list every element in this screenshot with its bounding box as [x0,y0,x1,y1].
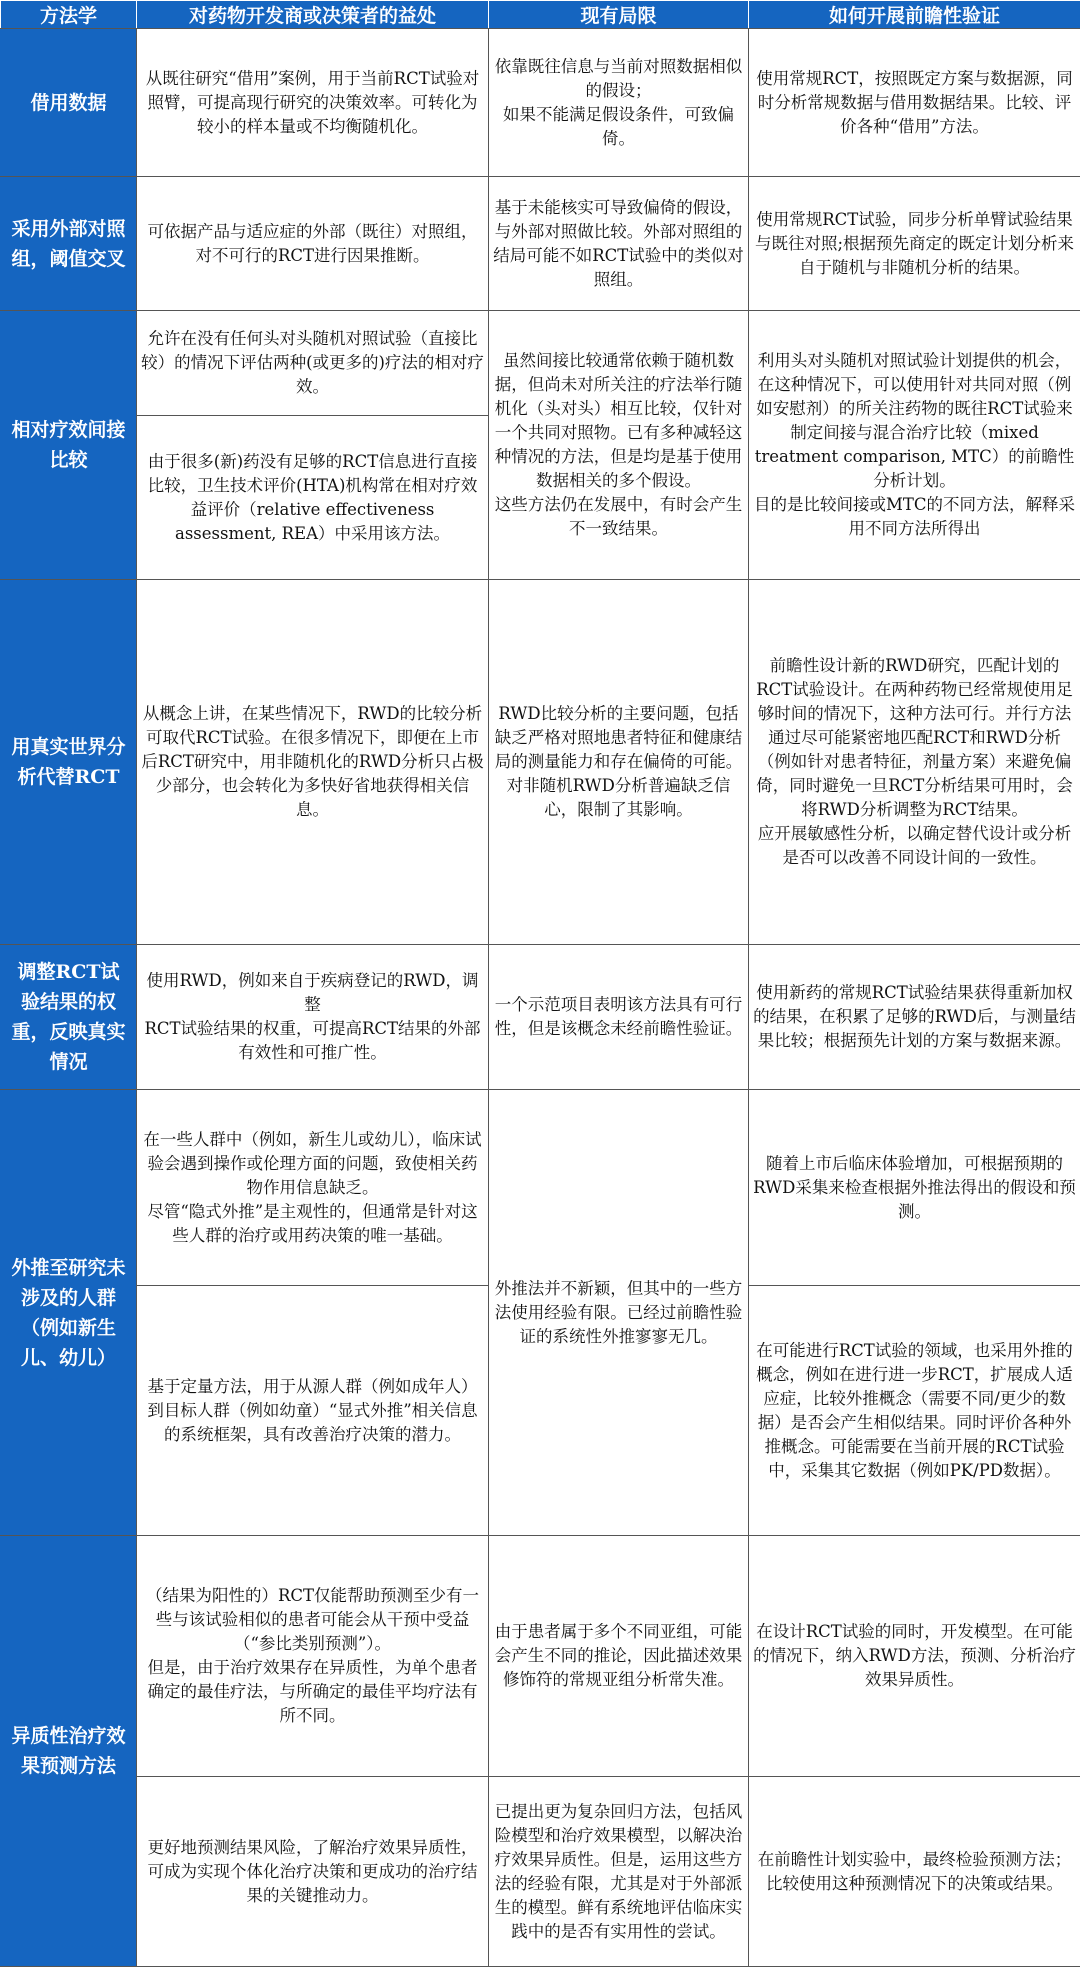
limitation-cell: RWD比较分析的主要问题，包括缺乏严格对照地患者特征和健康结局的测量能力和存在偏倚的可能。 对非随机RWD分析普遍缺乏信心，限制了其影响。 [489,580,749,945]
validation-cell: 使用常规RCT，按照既定方案与数据源，同时分析常规数据与借用数据结果。比较、评价各种“借用”方法。 [749,29,1080,177]
benefit-cell: 使用RWD，例如来自于疾病登记的RWD，调整 RCT试验结果的权重，可提高RCT结果的外部有效性和可推广性。 [137,945,489,1090]
validation-cell: 在可能进行RCT试验的领域，也采用外推的概念，例如在进行进一步RCT，扩展成人适应症，比较外推概念（需要不同/更少的数据）是否会产生相似结果。同时评价各种外推概念。可能需要在当前开展的RCT试验中，采集其它数据（例如PK/PD数据）。 [749,1286,1080,1536]
benefit-cell: 可依据产品与适应症的外部（既往）对照组，对不可行的RCT进行因果推断。 [137,177,489,311]
validation-cell: 在前瞻性计划实验中，最终检验预测方法；比较使用这种预测情况下的决策或结果。 [749,1777,1080,1967]
table-row [1,311,1080,416]
method-cell: 调整RCT试验结果的权重，反映真实情况 [1,945,137,1090]
header-validation: 如何开展前瞻性验证 [749,1,1080,29]
header-row [1,1,1080,29]
table-row [1,580,1080,945]
method-cell: 异质性治疗效果预测方法 [1,1536,137,1967]
validation-cell: 利用头对头随机对照试验计划提供的机会，在这种情况下，可以使用针对共同对照（例如安慰剂）的所关注药物的既往RCT试验来制定间接与混合治疗比较（mixed treatment comparison, MTC）的前瞻性分析计划。 目的是比较间接或MTC的不同方法，解释采用不同方法所得出 [749,311,1080,580]
benefit-cell: 更好地预测结果风险，了解治疗效果异质性，可成为实现个体化治疗决策和更成功的治疗结果的关键推动力。 [137,1777,489,1967]
validation-cell: 使用常规RCT试验，同步分析单臂试验结果与既往对照;根据预先商定的既定计划分析来自于随机与非随机分析的结果。 [749,177,1080,311]
method-cell: 采用外部对照组，阈值交叉 [1,177,137,311]
limitation-cell: 依靠既往信息与当前对照数据相似的假设； 如果不能满足假设条件，可致偏倚。 [489,29,749,177]
limitation-cell: 一个示范项目表明该方法具有可行性，但是该概念未经前瞻性验证。 [489,945,749,1090]
limitation-cell: 外推法并不新颖，但其中的一些方法使用经验有限。已经过前瞻性验证的系统性外推寥寥无几。 [489,1090,749,1536]
limitation-cell: 已提出更为复杂回归方法，包括风险模型和治疗效果模型，以解决治疗效果异质性。但是，运用这些方法的经验有限，尤其是对于外部派生的模型。鲜有系统地评估临床实践中的是否有实用性的尝试。 [489,1777,749,1967]
method-cell: 用真实世界分析代替RCT [1,580,137,945]
header-benefits: 对药物开发商或决策者的益处 [137,1,489,29]
benefit-cell: 允许在没有任何头对头随机对照试验（直接比较）的情况下评估两种(或更多的)疗法的相对疗效。 [137,311,489,416]
benefit-cell: （结果为阳性的）RCT仅能帮助预测至少有一些与该试验相似的患者可能会从干预中受益（“参比类别预测”）。 但是，由于治疗效果存在异质性，为单个患者确定的最佳疗法，与所确定的最佳平均疗法有所不同。 [137,1536,489,1777]
method-cell: 借用数据 [1,29,137,177]
method-cell: 相对疗效间接比较 [1,311,137,580]
benefit-cell: 在一些人群中（例如，新生儿或幼儿），临床试验会遇到操作或伦理方面的问题，致使相关药物作用信息缺乏。 尽管“隐式外推”是主观性的，但通常是针对这些人群的治疗或用药决策的唯一基础。 [137,1090,489,1286]
limitation-cell: 由于患者属于多个不同亚组，可能会产生不同的推论，因此描述效果修饰符的常规亚组分析常失准。 [489,1536,749,1777]
limitation-cell: 虽然间接比较通常依赖于随机数据，但尚未对所关注的疗法举行随机化（头对头）相互比较，仅针对一个共同对照物。已有多种减轻这种情况的方法，但是均是基于使用数据相关的多个假设。 这些方法仍在发展中，有时会产生不一致结果。 [489,311,749,580]
benefit-cell: 从既往研究“借用”案例，用于当前RCT试验对照臂，可提高现行研究的决策效率。可转化为较小的样本量或不均衡随机化。 [137,29,489,177]
validation-cell: 在设计RCT试验的同时，开发模型。在可能的情况下，纳入RWD方法，预测、分析治疗效果异质性。 [749,1536,1080,1777]
table-row [1,177,1080,311]
table-row [1,29,1080,177]
header-methodology: 方法学 [1,1,137,29]
benefit-cell: 由于很多(新)药没有足够的RCT信息进行直接比较，卫生技术评价(HTA)机构常在相对疗效益评价（relative effectiveness assessment, REA）中采用该方法。 [137,416,489,580]
benefit-cell: 从概念上讲，在某些情况下，RWD的比较分析可取代RCT试验。在很多情况下，即便在上市后RCT研究中，用非随机化的RWD分析只占极少部分，也会转化为多快好省地获得相关信息。 [137,580,489,945]
table-row [1,1090,1080,1286]
table-row [1,945,1080,1090]
limitation-cell: 基于未能核实可导致偏倚的假设，与外部对照做比较。外部对照组的结局可能不如RCT试验中的类似对照组。 [489,177,749,311]
table-row [1,1536,1080,1777]
validation-cell: 使用新药的常规RCT试验结果获得重新加权的结果，在积累了足够的RWD后，与测量结果比较；根据预先计划的方案与数据来源。 [749,945,1080,1090]
validation-cell: 前瞻性设计新的RWD研究，匹配计划的RCT试验设计。在两种药物已经常规使用足够时间的情况下，这种方法可行。并行方法通过尽可能紧密地匹配RCT和RWD分析（例如针对患者特征，剂量方案）来避免偏倚，同时避免一旦RCT分析结果可用时，会将RWD分析调整为RCT结果。 应开展敏感性分析，以确定替代设计或分析是否可以改善不同设计间的一致性。 [749,580,1080,945]
method-cell: 外推至研究未涉及的人群（例如新生儿、幼儿） [1,1090,137,1536]
benefit-cell: 基于定量方法，用于从源人群（例如成年人）到目标人群（例如幼童）“显式外推”相关信息的系统框架，具有改善治疗决策的潜力。 [137,1286,489,1536]
validation-cell: 随着上市后临床体验增加，可根据预期的RWD采集来检查根据外推法得出的假设和预测。 [749,1090,1080,1286]
table-row [1,1777,1080,1967]
header-limitations: 现有局限 [489,1,749,29]
